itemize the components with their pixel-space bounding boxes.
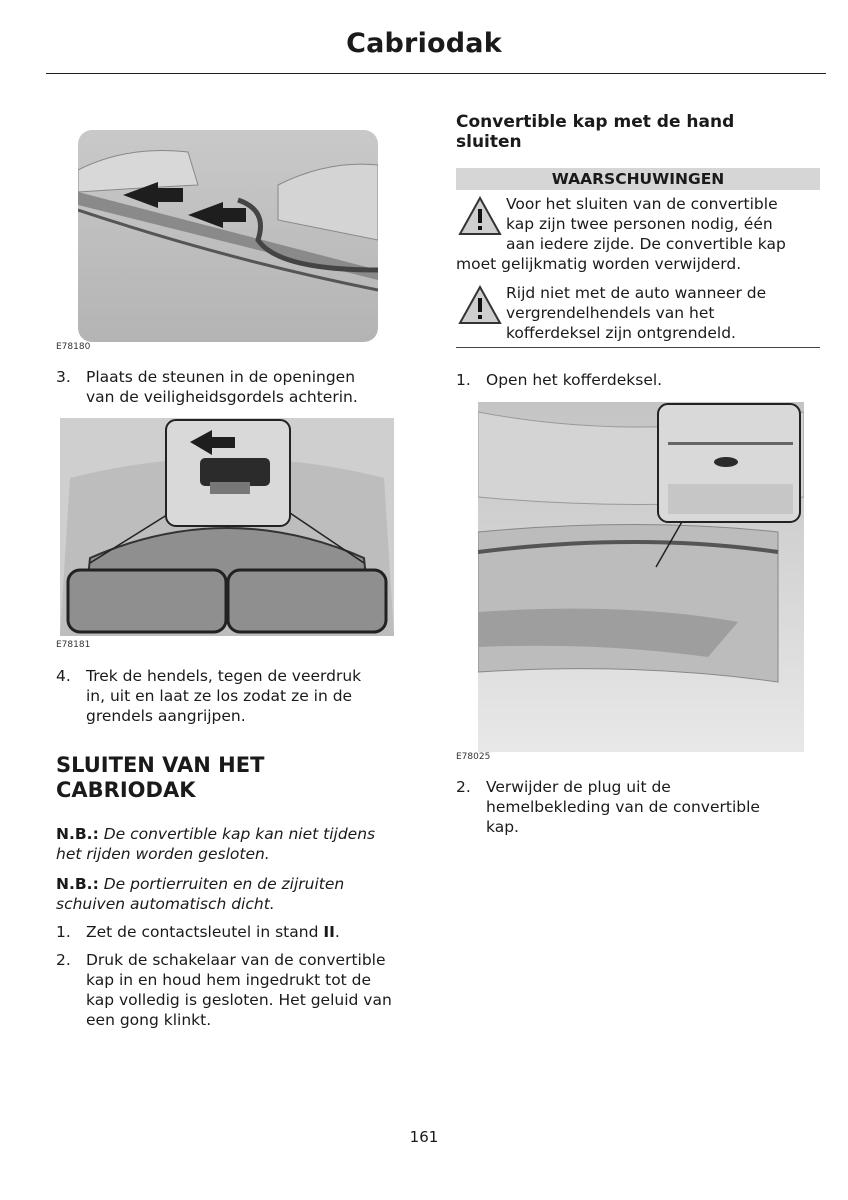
step-1-right	[456, 370, 826, 390]
page-number: 161	[409, 1128, 439, 1146]
note-text: De portierruiten en de zijruiten	[103, 875, 345, 893]
step-text: grendels aangrijpen.	[86, 707, 246, 725]
section-heading-line: SLUITEN VAN HET	[56, 753, 265, 777]
step-3	[56, 367, 426, 407]
note-text: schuiven automatisch dicht.	[56, 895, 275, 913]
switch-position: II	[323, 923, 335, 941]
step-text: een gong klinkt.	[86, 1011, 212, 1029]
step-text: Verwijder de plug uit de	[486, 778, 671, 796]
step-text: hemelbekleding van de convertible	[486, 798, 760, 816]
warning-2	[506, 283, 826, 343]
step-number: 3.	[56, 368, 71, 386]
step-number: 1.	[56, 923, 71, 941]
warning-1	[506, 194, 826, 254]
step-text	[86, 922, 340, 942]
note-2	[56, 874, 426, 914]
step-4	[56, 666, 426, 726]
step-text: kap volledig is gesloten. Het geluid van	[86, 991, 392, 1009]
warning-text: vergrendelhendels van het	[506, 304, 715, 322]
note-1	[56, 824, 426, 864]
step-text: van de veiligheidsgordels achterin.	[86, 388, 358, 406]
figure-luggage-cover	[60, 418, 394, 636]
note-label: N.B.:	[56, 825, 99, 843]
figure-code: E78180	[56, 342, 91, 352]
step-text: in, uit en laat ze los zodat ze in de	[86, 687, 353, 705]
step-number: 2.	[56, 951, 71, 969]
warning-text: Rijd niet met de auto wanneer de	[506, 284, 767, 302]
step-number: 4.	[56, 667, 71, 685]
step-text: Open het kofferdeksel.	[486, 371, 663, 389]
step-text: Plaats de steunen in de openingen	[86, 368, 356, 386]
page-title: Cabriodak	[346, 28, 502, 59]
step-text: kap.	[486, 818, 519, 836]
step-1	[56, 922, 426, 942]
figure-code: E78025	[456, 752, 491, 762]
section-heading	[56, 753, 426, 803]
warning-text: kap zijn twee personen nodig, één	[506, 215, 773, 233]
step-text: Druk de schakelaar van de convertible	[86, 951, 386, 969]
warning-text: Voor het sluiten van de convertible	[506, 195, 778, 213]
subheading-line: Convertible kap met de hand	[456, 112, 735, 132]
step-text-end: .	[334, 923, 340, 941]
step-text-main: Zet de contactsleutel in stand	[86, 923, 324, 941]
warning-icon	[458, 285, 502, 325]
step-2	[56, 950, 426, 1030]
note-label: N.B.:	[56, 875, 99, 893]
warning-text: kofferdeksel zijn ontgrendeld.	[506, 324, 736, 342]
subheading-line: sluiten	[456, 132, 522, 152]
warning-icon	[458, 196, 502, 236]
warning-text: aan iedere zijde. De convertible kap	[506, 235, 786, 253]
warnings-header: WAARSCHUWINGEN	[456, 168, 820, 190]
subheading	[456, 112, 826, 152]
figure-seatbelt-openings	[78, 130, 378, 342]
section-heading-line: CABRIODAK	[56, 778, 196, 802]
figure-trunk-lid	[478, 402, 804, 752]
note-text: het rijden worden gesloten.	[56, 845, 270, 863]
warnings-divider	[456, 347, 820, 348]
header-divider	[46, 73, 826, 74]
step-text: Trek de hendels, tegen de veerdruk	[86, 667, 362, 685]
step-number: 2.	[456, 778, 471, 796]
figure-code: E78181	[56, 640, 91, 650]
step-number: 1.	[456, 371, 471, 389]
step-text: kap in en houd hem ingedrukt tot de	[86, 971, 372, 989]
step-2-right	[456, 777, 826, 837]
note-text: De convertible kap kan niet tijdens	[103, 825, 376, 843]
warning-text: moet gelijkmatig worden verwijderd.	[456, 255, 742, 273]
